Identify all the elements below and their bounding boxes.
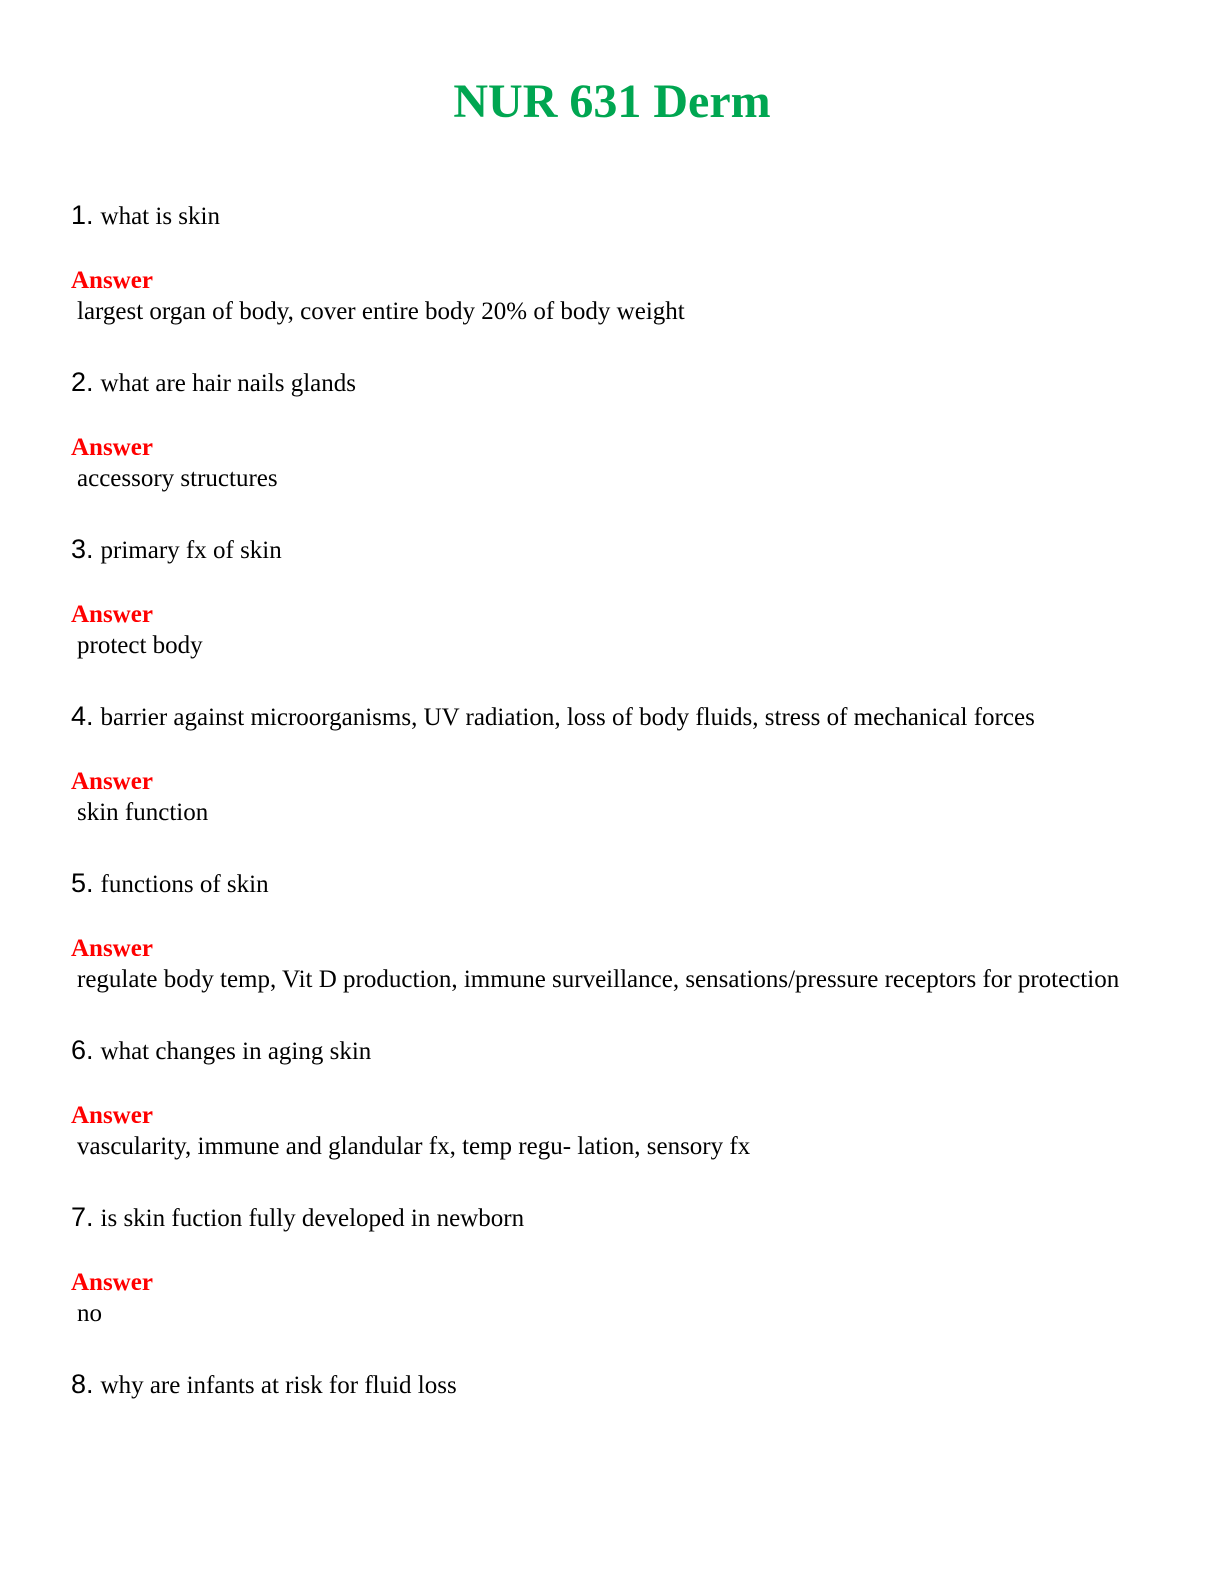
question-text: why are infants at risk for fluid loss	[100, 1372, 457, 1399]
qa-item-2	[71, 367, 1151, 494]
question	[71, 1202, 1151, 1234]
question-number: 3.	[71, 534, 94, 564]
question	[71, 534, 1151, 566]
question-number: 2.	[71, 367, 94, 397]
answer-label: Answer	[71, 1269, 153, 1296]
page-title: NUR 631 Derm	[453, 75, 771, 128]
question-text: is skin fuction fully developed in newborn	[100, 1205, 525, 1232]
question-text: what is skin	[100, 203, 220, 230]
question	[71, 200, 1151, 232]
qa-item-7	[71, 1202, 1151, 1329]
question	[71, 1369, 1151, 1401]
qa-item-1	[71, 200, 1151, 327]
answer-label: Answer	[71, 768, 153, 795]
answer-text: accessory structures	[77, 465, 278, 492]
answer-text: protect body	[77, 632, 203, 659]
answer-label: Answer	[71, 935, 153, 962]
question-number: 6.	[71, 1035, 94, 1065]
question-text: what are hair nails glands	[100, 370, 356, 397]
qa-item-6	[71, 1035, 1151, 1162]
question	[71, 367, 1151, 399]
question-text: what changes in aging skin	[100, 1038, 372, 1065]
answer-text: skin function	[77, 799, 209, 826]
qa-item-8	[71, 1369, 1151, 1401]
answer-text: largest organ of body, cover entire body 20% of body weight	[77, 298, 685, 325]
question-number: 8.	[71, 1369, 94, 1399]
answer-label: Answer	[71, 601, 153, 628]
question-number: 5.	[71, 868, 94, 898]
qa-item-5	[71, 868, 1151, 995]
question-number: 1.	[71, 200, 94, 230]
question-text: barrier against microorganisms, UV radiation, loss of body fluids, stress of mechanical forces	[100, 704, 1035, 731]
qa-item-4	[71, 701, 1151, 828]
qa-item-3	[71, 534, 1151, 661]
question-number: 7.	[71, 1202, 94, 1232]
answer-label: Answer	[71, 1102, 153, 1129]
question	[71, 868, 1151, 900]
answer-label: Answer	[71, 267, 153, 294]
question	[71, 1035, 1151, 1067]
answer-text: no	[77, 1300, 102, 1327]
question	[71, 701, 1151, 733]
qa-list	[71, 200, 1151, 1401]
question-number: 4.	[71, 701, 94, 731]
question-text: primary fx of skin	[100, 537, 282, 564]
answer-label: Answer	[71, 434, 153, 461]
question-text: functions of skin	[100, 871, 269, 898]
answer-text: regulate body temp, Vit D production, immune surveillance, sensations/pressure receptors for protection	[77, 966, 1120, 993]
answer-text: vascularity, immune and glandular fx, temp regu- lation, sensory fx	[77, 1133, 751, 1160]
